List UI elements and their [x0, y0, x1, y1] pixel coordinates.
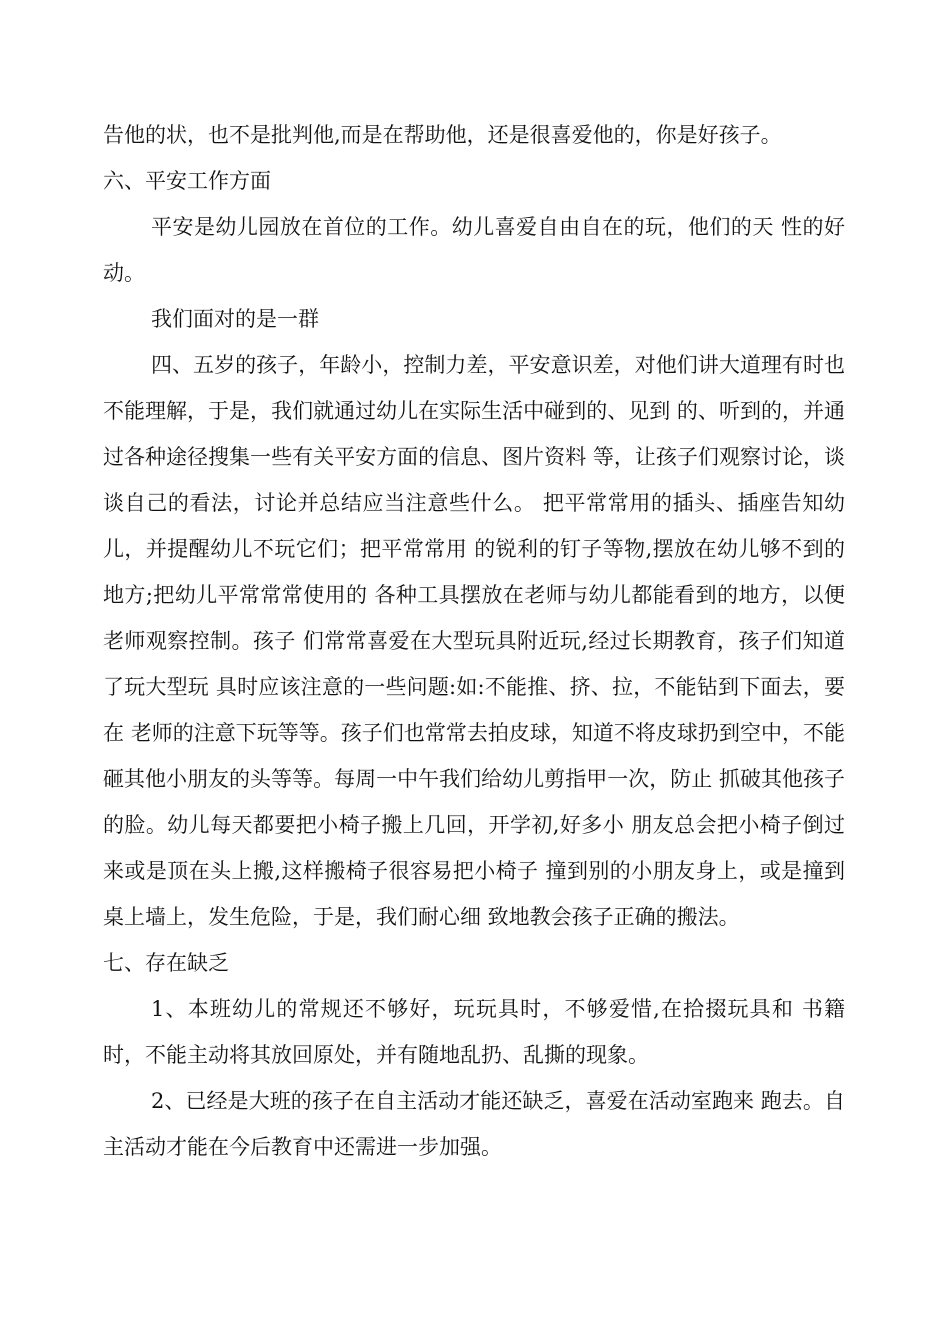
document-body: [103, 112, 845, 1170]
paragraph-safety-details: 四、五岁的孩子，年龄小，控制力差，平安意识差，对他们讲大道理有时也不能理解，于是，我们就通过幼儿在实际生活中碰到的、见到 的、听到的，并通过各种途径搜集一些有关平安方面的信息、图片资料 等，让孩子们观察讨论，谈谈自己的看法，讨论并总结应当注意些什么。 把平常常用的插头、插座告知幼儿，并提醒幼儿不玩它们；把平常常用 的锐利的钉子等物,摆放在幼儿够不到的地方;把幼儿平常常常使用的 各种工具摆放在老师与幼儿都能看到的地方，以便老师观察控制。孩子 们常常喜爱在大型玩具附近玩,经过长期教育，孩子们知道了玩大型玩 具时应该注意的一些问题:如:不能推、挤、拉，不能钻到下面去，要在 老师的注意下玩等等。孩子们也常常去拍皮球，知道不将皮球扔到空中，不能砸其他小朋友的头等等。每周一中午我们给幼儿剪指甲一次，防止 抓破其他孩子的脸。幼儿每天都要把小椅子搬上几回，开学初,好多小 朋友总会把小椅子倒过来或是顶在头上搬,这样搬椅子很容易把小椅子 撞到别的小朋友身上，或是撞到桌上墙上，发生危险，于是，我们耐心细 致地教会孩子正确的搬法。: [103, 353, 845, 929]
paragraph-shortcoming-1: 1、本班幼儿的常规还不够好，玩玩具时，不够爱惜,在拾掇玩具和 书籍时，不能主动将其放回原处，并有随地乱扔、乱撕的现象。: [103, 997, 845, 1067]
section-heading-shortcomings: 七、存在缺乏: [103, 951, 229, 975]
paragraph-continuation: 告他的状，也不是批判他,而是在帮助他，还是很喜爱他的，你是好孩子。: [103, 123, 782, 147]
paragraph-safety-lead: 我们面对的是一群: [151, 307, 319, 331]
section-heading-safety: 六、平安工作方面: [103, 169, 271, 193]
paragraph-safety-intro: 平安是幼儿园放在首位的工作。幼儿喜爱自由自在的玩，他们的天 性的好动。: [103, 215, 845, 285]
paragraph-shortcoming-2: 2、已经是大班的孩子在自主活动才能还缺乏，喜爱在活动室跑来 跑去。自主活动才能在今后教育中还需进一步加强。: [103, 1089, 845, 1159]
